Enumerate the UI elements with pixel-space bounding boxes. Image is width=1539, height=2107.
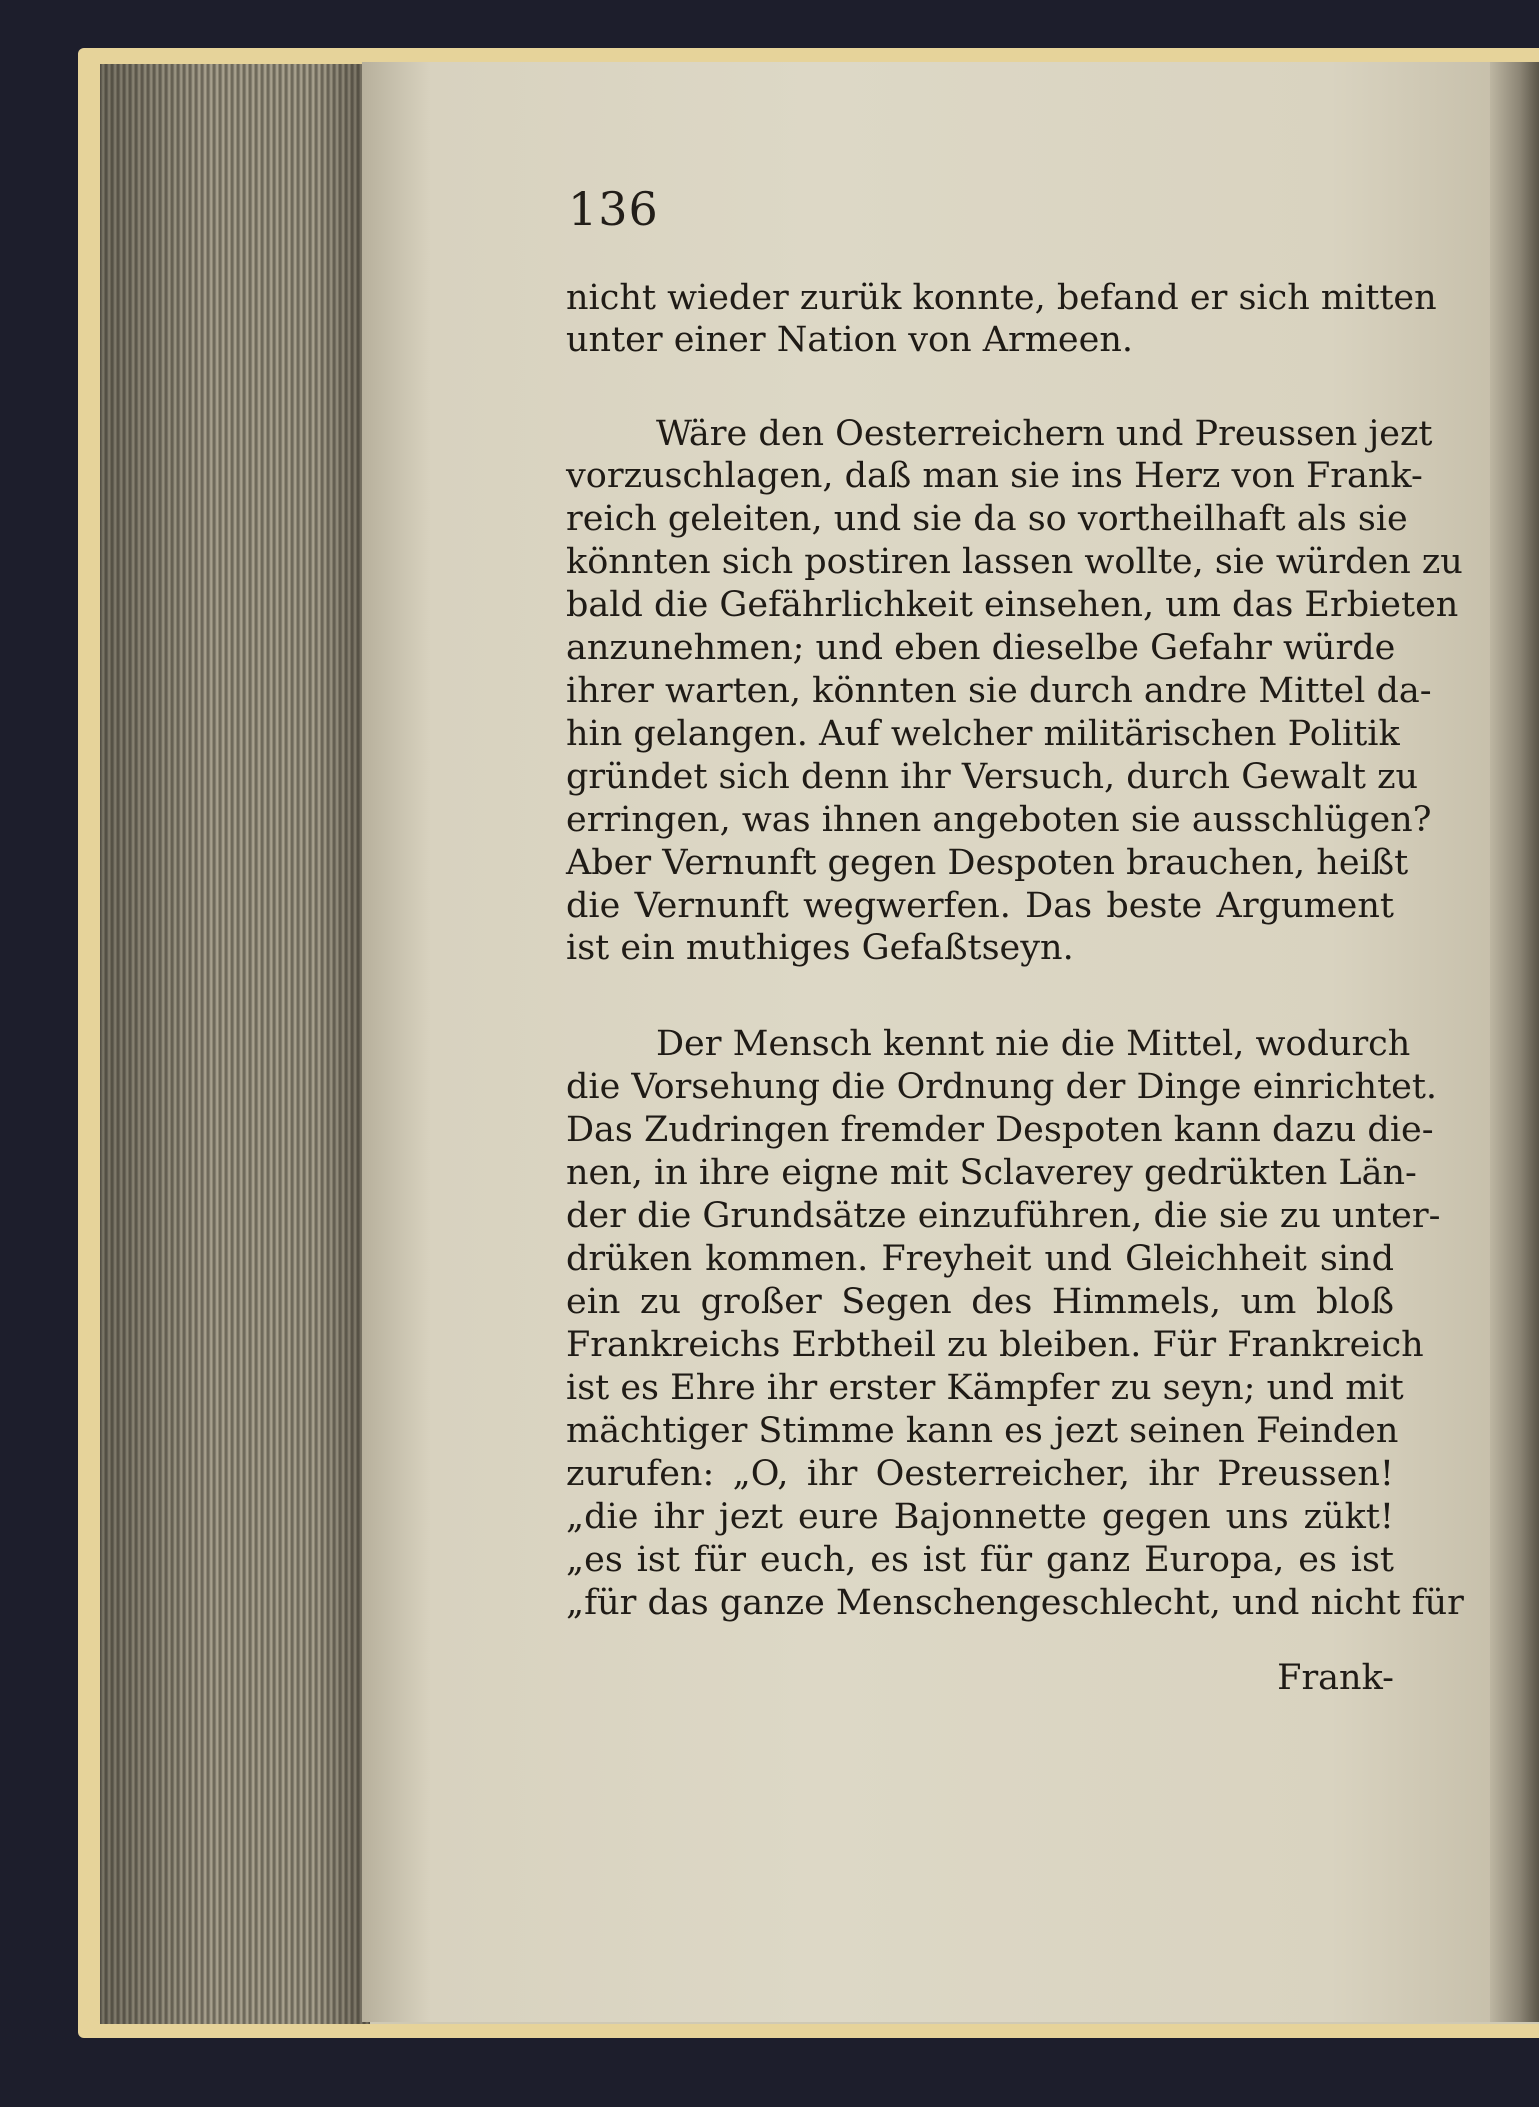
catchword: Frank- bbox=[1277, 1658, 1394, 1698]
text-line: reich geleiten, und sie da so vortheilhaft als sie bbox=[566, 499, 1408, 539]
text-line: anzunehmen; und eben dieselbe Gefahr würde bbox=[566, 628, 1396, 668]
text-line: unter einer Nation von Armeen. bbox=[566, 320, 1134, 360]
text-line: nen, in ihre eigne mit Sclaverey gedrükten Län- bbox=[566, 1153, 1417, 1193]
text-line: ihrer warten, könnten sie durch andre Mittel da- bbox=[566, 671, 1432, 711]
text-line: Frankreichs Erbtheil zu bleiben. Für Frankreich bbox=[566, 1325, 1424, 1365]
text-line: „es ist für euch, es ist für ganz Europa, es ist bbox=[566, 1540, 1394, 1580]
text-line: gründet sich denn ihr Versuch, durch Gewalt zu bbox=[566, 757, 1419, 797]
text-line: Wäre den Oesterreichern und Preussen jezt bbox=[656, 414, 1433, 454]
page-gutter bbox=[1490, 62, 1539, 2022]
text-line: „für das ganze Menschengeschlecht, und nicht für bbox=[566, 1583, 1464, 1623]
text-line: könnten sich postiren lassen wollte, sie würden zu bbox=[566, 542, 1463, 582]
text-line: erringen, was ihnen angeboten sie ausschlügen? bbox=[566, 800, 1432, 840]
text-line: ist es Ehre ihr erster Kämpfer zu seyn; und mit bbox=[566, 1368, 1404, 1408]
text-line: ist ein muthiges Gefaßtseyn. bbox=[566, 928, 1074, 968]
text-line: die Vernunft wegwerfen. Das beste Argument bbox=[566, 886, 1394, 926]
text-line: Das Zudringen fremder Despoten kann dazu die- bbox=[566, 1110, 1434, 1150]
text-line: nicht wieder zurük konnte, befand er sich mitten bbox=[566, 278, 1437, 318]
text-line: mächtiger Stimme kann es jezt seinen Feinden bbox=[566, 1411, 1399, 1451]
text-line: vorzuschlagen, daß man sie ins Herz von Frank- bbox=[566, 456, 1423, 496]
page-edges-shadow bbox=[100, 64, 370, 2024]
text-line: Aber Vernunft gegen Despoten brauchen, heißt bbox=[566, 843, 1409, 883]
text-line: Der Mensch kennt nie die Mittel, wodurch bbox=[656, 1024, 1411, 1064]
text-line: hin gelangen. Auf welcher militärischen Politik bbox=[566, 714, 1400, 754]
text-line: „die ihr jezt eure Bajonnette gegen uns zükt! bbox=[566, 1497, 1394, 1537]
text-line: zurufen: „O, ihr Oesterreicher, ihr Preussen! bbox=[566, 1454, 1394, 1494]
text-line: drüken kommen. Freyheit und Gleichheit sind bbox=[566, 1239, 1394, 1279]
text-line: der die Grundsätze einzuführen, die sie zu unter- bbox=[566, 1196, 1441, 1236]
text-line: die Vorsehung die Ordnung der Dinge einrichtet. bbox=[566, 1067, 1438, 1107]
text-line: bald die Gefährlichkeit einsehen, um das Erbieten bbox=[566, 585, 1459, 625]
page-number: 136 bbox=[568, 182, 659, 236]
text-line: ein zu großer Segen des Himmels, um bloß bbox=[566, 1282, 1394, 1322]
